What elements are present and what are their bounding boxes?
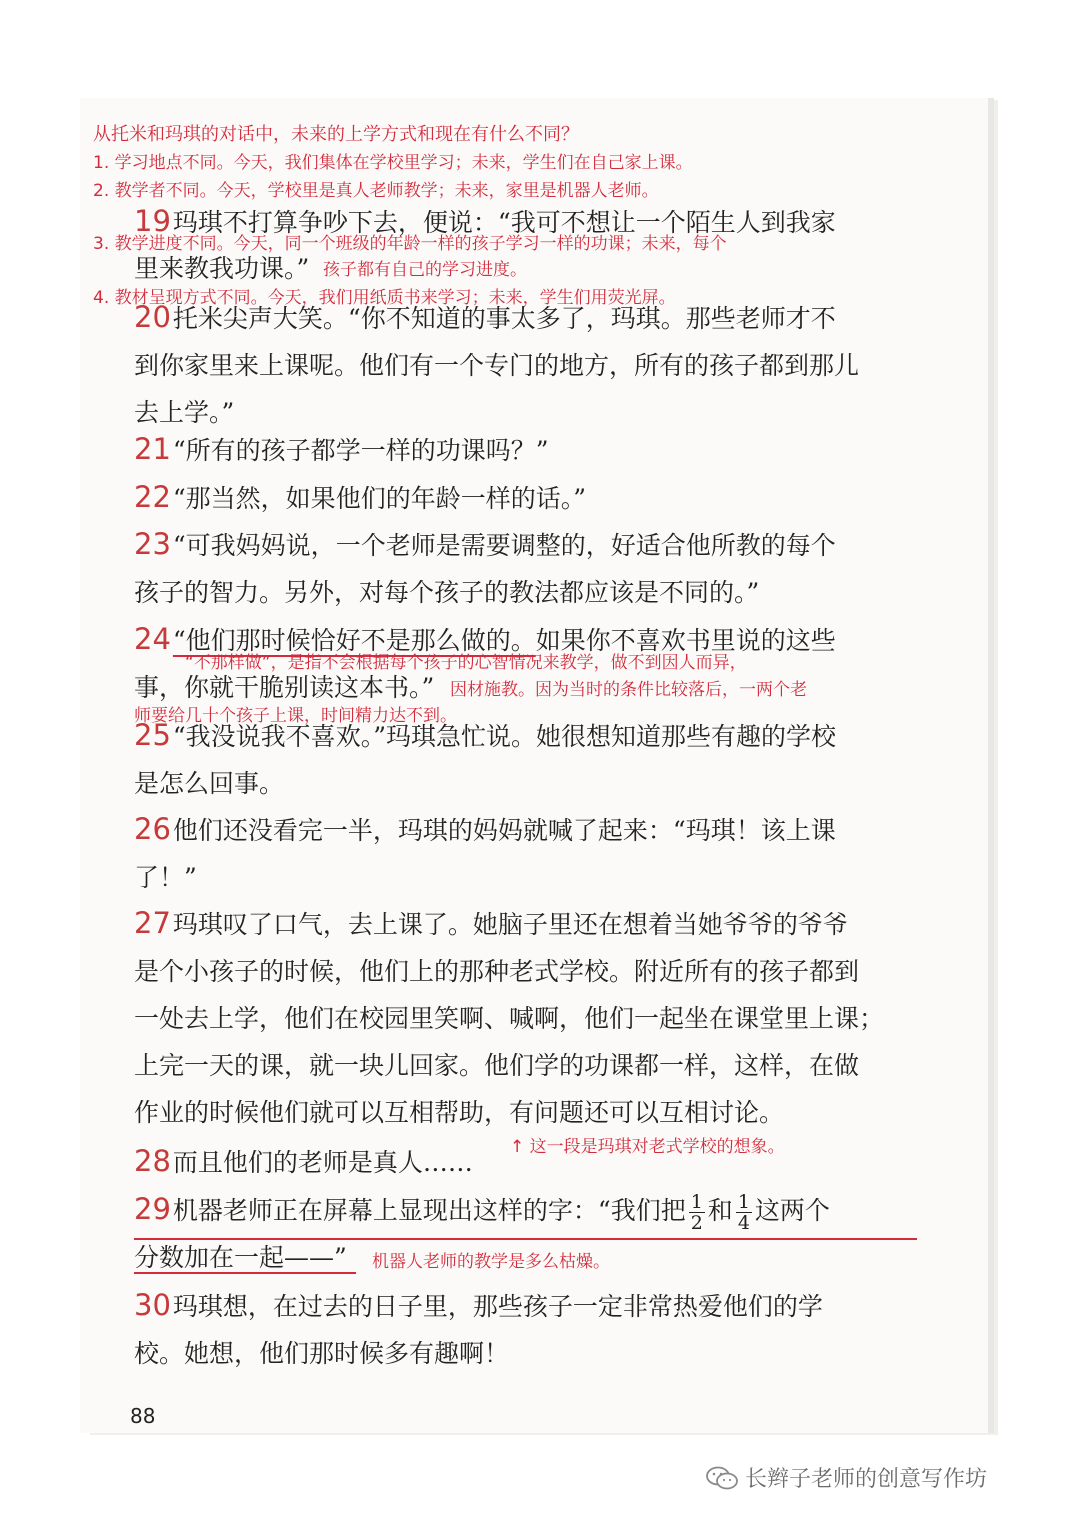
- paragraph-27: 27玛琪叹了口气，去上课了。她脑子里还在想着当她爷爷的爷爷 是个小孩子的时候，他们上的那种老式学校。附近所有的孩子都到 一处去上学，他们在校园里笑啊、喊啊，他们一起坐在课堂里上课； 上完一天的课，就一块儿回家。他们学的功课都一样，这样，在做 作业的时候他们就可以互相帮助，有问题还可以互相讨论。: [134, 906, 885, 1127]
- annotation-p27: ↑ 这一段是玛琪对老式学校的想象。: [510, 1137, 785, 1157]
- watermark-text: 长辫子老师的创意写作坊: [745, 1467, 988, 1492]
- fraction-one-half: $\frac{1}{2}$: [690, 1191, 703, 1234]
- page-number: 88: [130, 1404, 156, 1428]
- annotation-answer-3-cont: 孩子都有自己的学习进度。: [323, 260, 527, 280]
- annotation-p24-1: “不那样做”，是指不会根据每个孩子的心智情况来教学，做不到因人而异，: [185, 653, 747, 673]
- annotation-answer-1: 1. 学习地点不同。今天，我们集体在学校里学习；未来，学生们在自己家上课。: [93, 153, 693, 173]
- annotation-question: 从托米和玛琪的对话中，未来的上学方式和现在有什么不同？: [93, 124, 579, 145]
- paragraph-25: 25“我没说我不喜欢。”玛琪急忙说。她很想知道那些有趣的学校 是怎么回事。: [134, 718, 836, 798]
- wechat-icon: [705, 1466, 739, 1490]
- paragraph-29-line2: 分数加在一起——”: [134, 1243, 347, 1272]
- paragraph-28: 28而且他们的老师是真人……: [134, 1144, 473, 1178]
- paragraph-24: 24“他们那时候恰好不是那么做的。如果你不喜欢书里说的这些: [134, 622, 836, 656]
- annotation-p24-3: 师要给几十个孩子上课，时间精力达不到。: [134, 706, 457, 726]
- paragraph-26: 26他们还没看完一半，玛琪的妈妈就喊了起来：“玛琪！该上课 了！”: [134, 812, 836, 892]
- paragraph-29: 29机器老师正在屏幕上显现出这样的字：“我们把 $\frac{1}{2}$ 和 $\frac{1}{4}$ 这两个: [134, 1191, 830, 1234]
- paragraph-20: 20托米尖声大笑。“你不知道的事太多了，玛琪。那些老师才不 到你家里来上课呢。他们有一个专门的地方，所有的孩子都到那儿 去上学。”: [134, 300, 860, 427]
- paragraph-number: 19: [134, 204, 171, 238]
- paragraph-21: 21“所有的孩子都学一样的功课吗？”: [134, 432, 549, 466]
- paragraph-19-line2: 里来教我功课。”: [134, 254, 310, 283]
- paragraph-24-line2: 事，你就干脆别读这本书。”: [134, 673, 435, 702]
- paragraph-22: 22“那当然，如果他们的年龄一样的话。”: [134, 480, 586, 514]
- annotation-answer-2: 2. 教学者不同。今天，学校里是真人老师教学；未来，家里是机器人老师。: [93, 181, 659, 201]
- paragraph-23: 23“可我妈妈说，一个老师是需要调整的，好适合他所教的每个 孩子的智力。另外，对每个孩子的教法都应该是不同的。”: [134, 527, 836, 607]
- annotation-p29: 机器人老师的教学是多么枯燥。: [372, 1252, 610, 1272]
- annotation-answer-4: 4. 教材呈现方式不同。今天，我们用纸质书来学习；未来，学生们用荧光屏。: [93, 288, 676, 308]
- annotation-p24-2: 因材施教。因为当时的条件比较落后，一两个老: [450, 680, 807, 700]
- underlined-sentence: “他们那时候恰好不是那么做的。: [172, 626, 536, 655]
- annotation-answer-3: 3. 教学进度不同。今天，同一个班级的年龄一样的孩子学习一样的功课；未来，每个: [93, 234, 727, 254]
- paragraph-30: 30玛琪想，在过去的日子里，那些孩子一定非常热爱他们的学 校。她想，他们那时候多有趣啊！: [134, 1288, 823, 1368]
- underline-p29-line2: [134, 1272, 356, 1274]
- paragraph-19: 19玛琪不打算争吵下去，便说：“我可不想让一个陌生人到我家: [134, 204, 836, 238]
- fraction-one-quarter: $\frac{1}{4}$: [737, 1191, 750, 1234]
- watermark: [705, 1462, 987, 1493]
